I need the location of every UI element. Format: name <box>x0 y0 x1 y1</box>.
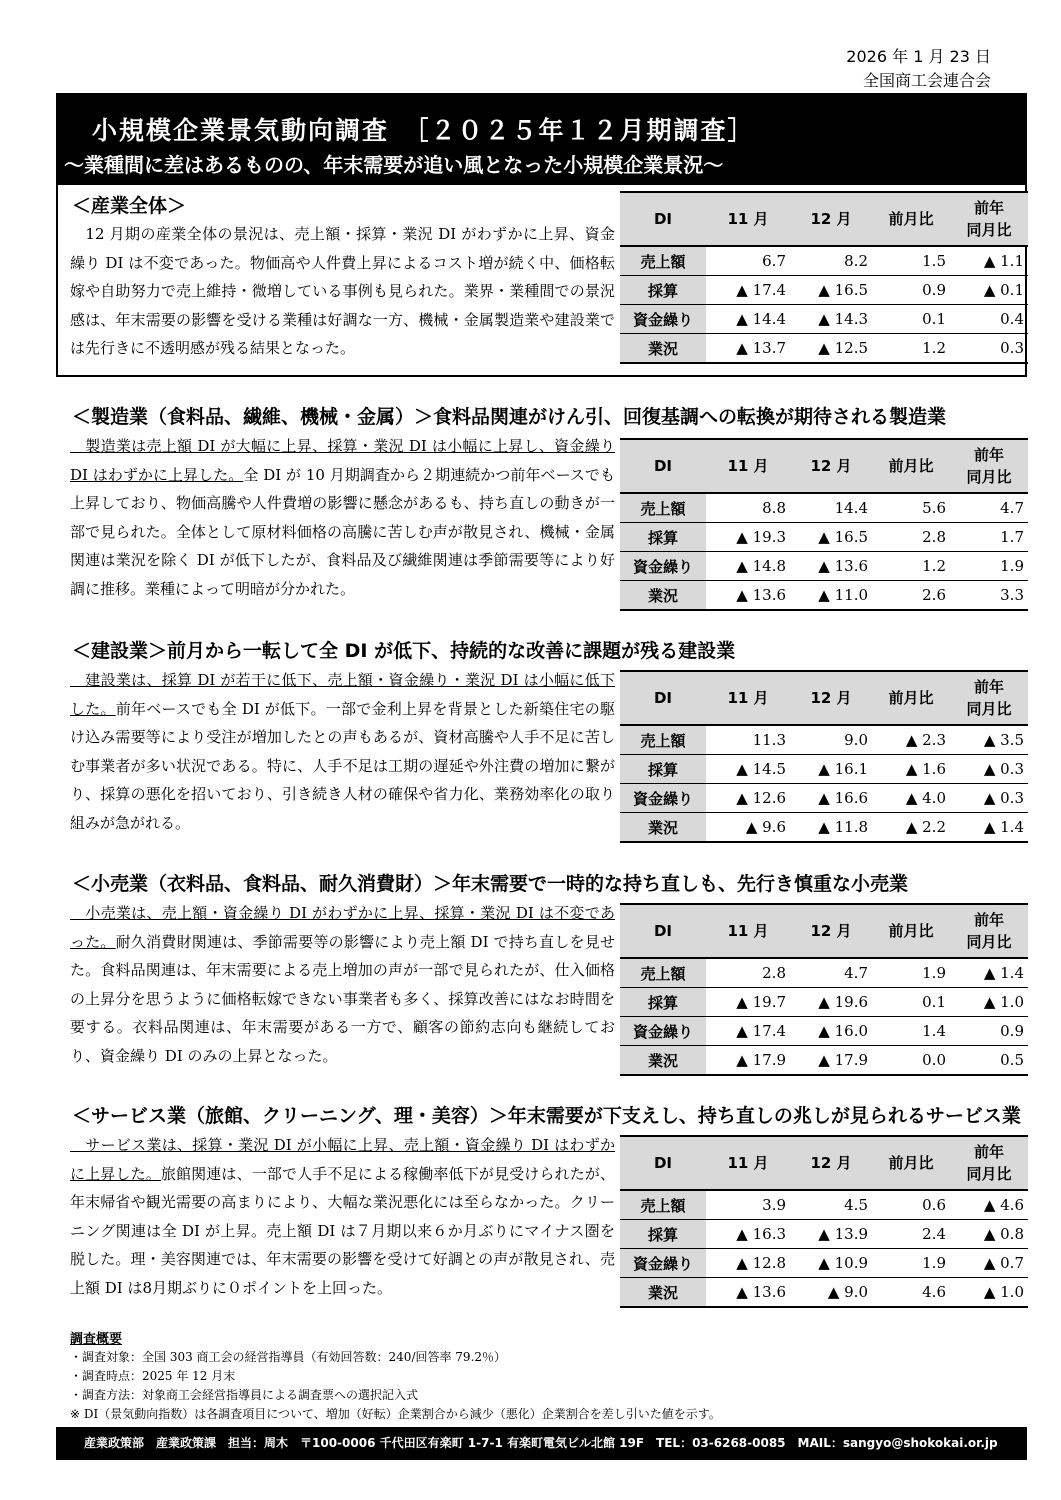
di-value-cell: ▲ 12.5 <box>790 334 872 364</box>
di-table-header: 11 月 <box>706 904 790 958</box>
di-row-label: 売上額 <box>620 1190 706 1220</box>
di-value-cell: ▲ 19.3 <box>706 523 790 552</box>
di-value-cell: ▲ 2.3 <box>872 725 950 755</box>
di-table-row <box>620 1017 1028 1046</box>
di-table <box>620 903 1028 1076</box>
di-row-label: 売上額 <box>620 725 706 755</box>
di-value-cell: ▲ 16.6 <box>790 784 872 813</box>
di-table-header: 12 月 <box>790 904 872 958</box>
di-value-cell: 6.7 <box>706 246 790 276</box>
di-table <box>620 191 1028 364</box>
di-value-cell: 1.2 <box>872 334 950 364</box>
di-row-label: 資金繰り <box>620 1249 706 1278</box>
di-table <box>620 1135 1028 1308</box>
di-value-cell: ▲ 0.7 <box>950 1249 1028 1278</box>
di-table-row <box>620 493 1028 523</box>
di-value-cell: 0.9 <box>872 276 950 305</box>
di-table-header: 前月比 <box>872 904 950 958</box>
di-row-label: 資金繰り <box>620 305 706 334</box>
di-value-cell: 1.5 <box>872 246 950 276</box>
di-table-header: 12 月 <box>790 192 872 246</box>
issue-date: 2026 年 1 月 23 日 <box>846 47 991 66</box>
di-value-cell: ▲ 9.0 <box>790 1278 872 1308</box>
di-row-label: 業況 <box>620 334 706 364</box>
di-table-header: 前年 同月比 <box>950 671 1028 725</box>
di-table-row <box>620 1190 1028 1220</box>
di-value-cell: 1.4 <box>872 1017 950 1046</box>
di-table-header: 前年 同月比 <box>950 1136 1028 1190</box>
di-table-header: 前月比 <box>872 439 950 493</box>
di-value-cell: 8.8 <box>706 493 790 523</box>
di-value-cell: 1.2 <box>872 552 950 581</box>
di-value-cell: 0.5 <box>950 1046 1028 1076</box>
di-table-row <box>620 1249 1028 1278</box>
di-value-cell: ▲ 16.0 <box>790 1017 872 1046</box>
report-title: 小規模企業景気動向調査 ［２０２５年１２月期調査］ <box>92 116 755 145</box>
section-body-rest: 全 DI が 10 月期調査から２期連続かつ前年ベースでも上昇しており、物価高騰や人件費増の影響に懸念があるも、持ち直しの動きが一部で見られた。全体として原材料価格の高騰に苦しむ声が散見され、機械・金属関連は業況を除く DI が低下したが、食料品及び繊維関連は季節需要等により好調に推移。業種によって明暗が分かれた。 <box>70 465 615 598</box>
section-lead-sentence: 製造業は売上額 DI が大幅に上昇、採算・業況 DI は小幅に上昇し、資金繰り DI はわずかに上昇した。 <box>70 437 615 484</box>
di-value-cell: ▲ 16.1 <box>790 755 872 784</box>
section-lead-sentence: 小売業は、売上額・資金繰り DI がわずかに上昇、採算・業況 DI は不変であった。 <box>70 904 615 951</box>
di-table-header: 11 月 <box>706 671 790 725</box>
di-row-label: 採算 <box>620 1220 706 1249</box>
di-table-header: DI <box>620 671 706 725</box>
di-value-cell: 1.9 <box>950 552 1028 581</box>
di-table-row <box>620 1278 1028 1308</box>
di-value-cell: 2.6 <box>872 581 950 611</box>
di-value-cell: ▲ 17.4 <box>706 276 790 305</box>
di-table-header: DI <box>620 439 706 493</box>
survey-outline-item: ※ DI（景気動向指数）は各調査項目について、増加（好転）企業割合から減少（悪化）企業割合を差し引いた値を示す。 <box>70 1407 721 1421</box>
di-value-cell: 2.4 <box>872 1220 950 1249</box>
di-value-cell: 2.8 <box>706 958 790 988</box>
di-row-label: 採算 <box>620 988 706 1017</box>
di-value-cell: ▲ 13.6 <box>790 552 872 581</box>
section-heading: ＜製造業（食料品、繊維、機械・金属）＞食料品関連がけん引、回復基調への転換が期待される製造業 <box>72 406 947 428</box>
di-value-cell: ▲ 2.2 <box>872 813 950 843</box>
di-table-row <box>620 725 1028 755</box>
di-table-header: 11 月 <box>706 192 790 246</box>
di-value-cell: ▲ 0.3 <box>950 755 1028 784</box>
section-lead-sentence: サービス業は、採算・業況 DI が小幅に上昇、売上額・資金繰り DI はわずかに上昇した。 <box>70 1136 615 1183</box>
di-row-label: 売上額 <box>620 246 706 276</box>
di-value-cell: ▲ 3.5 <box>950 725 1028 755</box>
di-value-cell: 5.6 <box>872 493 950 523</box>
di-table-header: 前年 同月比 <box>950 904 1028 958</box>
di-table-row <box>620 334 1028 364</box>
di-value-cell: 9.0 <box>790 725 872 755</box>
di-table-header: 11 月 <box>706 439 790 493</box>
title-band <box>56 93 1027 185</box>
section-body-text <box>70 432 615 603</box>
di-value-cell: 3.9 <box>706 1190 790 1220</box>
di-table-row <box>620 581 1028 611</box>
survey-outline-title: 調査概要 <box>70 1332 123 1347</box>
contact-info: 産業政策部 産業政策課 担当：周木 〒100-0006 千代田区有楽町 1-7-1 有楽町電気ビル北館 19F TEL：03-6268-0085 MAIL：sangyo@shokokai.or.jp <box>84 1436 998 1450</box>
di-value-cell: ▲ 14.4 <box>706 305 790 334</box>
section-heading: ＜サービス業（旅館、クリーニング、理・美容）＞年末需要が下支えし、持ち直しの兆しが見られるサービス業 <box>72 1105 1021 1127</box>
section-body-rest: 前年ベースでも全 DI が低下。一部で金利上昇を背景とした新築住宅の駆け込み需要等により受注が増加したとの声もあるが、資材高騰や人手不足に苦しむ事業者が多い状況である。特に、人手不足は工期の遅延や外注費の増加に繋がり、採算の悪化を招いており、引き続き人材の確保や省力化、業務効率化の取り組みが急がれる。 <box>70 699 615 832</box>
di-value-cell: ▲ 9.6 <box>706 813 790 843</box>
di-value-cell: 0.9 <box>950 1017 1028 1046</box>
di-value-cell: ▲ 11.0 <box>790 581 872 611</box>
section-body-text <box>70 1131 615 1302</box>
di-row-label: 業況 <box>620 813 706 843</box>
di-table-header: 前月比 <box>872 192 950 246</box>
survey-outline-item: ・調査対象：全国 303 商工会の経営指導員（有効回答数：240/回答率 79.2％） <box>70 1350 507 1364</box>
di-value-cell: ▲ 1.4 <box>950 813 1028 843</box>
organization-name: 全国商工会連合会 <box>862 71 991 90</box>
di-value-cell: ▲ 1.4 <box>950 958 1028 988</box>
di-table-header: 12 月 <box>790 439 872 493</box>
di-value-cell: 4.5 <box>790 1190 872 1220</box>
di-table <box>620 438 1028 611</box>
di-value-cell: 0.1 <box>872 305 950 334</box>
di-value-cell: ▲ 0.8 <box>950 1220 1028 1249</box>
di-table-row <box>620 784 1028 813</box>
section-heading: ＜産業全体＞ <box>72 195 187 217</box>
di-table-header: 11 月 <box>706 1136 790 1190</box>
di-row-label: 採算 <box>620 755 706 784</box>
di-value-cell: ▲ 12.8 <box>706 1249 790 1278</box>
di-value-cell: ▲ 16.3 <box>706 1220 790 1249</box>
di-table-row <box>620 1220 1028 1249</box>
di-value-cell: ▲ 17.4 <box>706 1017 790 1046</box>
di-value-cell: ▲ 10.9 <box>790 1249 872 1278</box>
di-table <box>620 670 1028 843</box>
di-value-cell: 0.1 <box>872 988 950 1017</box>
di-value-cell: 1.7 <box>950 523 1028 552</box>
di-value-cell: ▲ 19.7 <box>706 988 790 1017</box>
di-value-cell: ▲ 14.3 <box>790 305 872 334</box>
di-table-header: 前年 同月比 <box>950 192 1028 246</box>
di-value-cell: ▲ 17.9 <box>706 1046 790 1076</box>
di-value-cell: ▲ 11.8 <box>790 813 872 843</box>
di-row-label: 売上額 <box>620 958 706 988</box>
section-heading: ＜建設業＞前月から一転して全 DI が低下、持続的な改善に課題が残る建設業 <box>72 640 736 662</box>
survey-outline-item: ・調査方法：対象商工会経営指導員による調査票への選択記入式 <box>70 1388 419 1402</box>
section-body-rest: 12 月期の産業全体の景況は、売上額・採算・業況 DI がわずかに上昇、資金繰り DI は不変であった。物価高や人件費上昇によるコスト増が続く中、価格転嫁や自助努力で売上維持・微増している事例も見られた。業界・業種間での景況感は、年末需要の影響を受ける業種は好調な一方、機械・金属製造業や建設業では先行きに不透明感が残る結果となった。 <box>70 225 615 357</box>
di-value-cell: 14.4 <box>790 493 872 523</box>
di-table-row <box>620 813 1028 843</box>
di-value-cell: ▲ 19.6 <box>790 988 872 1017</box>
di-table-header: 前年 同月比 <box>950 439 1028 493</box>
di-row-label: 資金繰り <box>620 1017 706 1046</box>
di-row-label: 業況 <box>620 581 706 611</box>
di-value-cell: ▲ 14.5 <box>706 755 790 784</box>
survey-outline-item: ・調査時点：2025 年 12 月末 <box>70 1369 236 1383</box>
di-value-cell: 3.3 <box>950 581 1028 611</box>
di-value-cell: ▲ 13.7 <box>706 334 790 364</box>
di-value-cell: ▲ 1.1 <box>950 246 1028 276</box>
di-value-cell: ▲ 13.6 <box>706 1278 790 1308</box>
di-value-cell: ▲ 16.5 <box>790 523 872 552</box>
di-table-row <box>620 755 1028 784</box>
di-value-cell: ▲ 4.6 <box>950 1190 1028 1220</box>
di-value-cell: 8.2 <box>790 246 872 276</box>
di-table-row <box>620 523 1028 552</box>
di-row-label: 業況 <box>620 1278 706 1308</box>
di-value-cell: 0.0 <box>872 1046 950 1076</box>
di-value-cell: ▲ 17.9 <box>790 1046 872 1076</box>
di-value-cell: 4.7 <box>950 493 1028 523</box>
di-value-cell: 4.7 <box>790 958 872 988</box>
di-value-cell: 0.4 <box>950 305 1028 334</box>
di-table-header: 前月比 <box>872 1136 950 1190</box>
di-value-cell: 0.6 <box>872 1190 950 1220</box>
di-table-row <box>620 552 1028 581</box>
di-table-row <box>620 305 1028 334</box>
di-table-header: DI <box>620 192 706 246</box>
section-heading: ＜小売業（衣料品、食料品、耐久消費財）＞年末需要で一時的な持ち直しも、先行き慎重な小売業 <box>72 873 909 895</box>
di-value-cell: 4.6 <box>872 1278 950 1308</box>
di-table-header: 12 月 <box>790 671 872 725</box>
di-table-header: DI <box>620 1136 706 1190</box>
di-row-label: 採算 <box>620 276 706 305</box>
di-table-row <box>620 958 1028 988</box>
contact-footer <box>56 1427 1027 1460</box>
di-value-cell: ▲ 13.6 <box>706 581 790 611</box>
di-table-row <box>620 246 1028 276</box>
di-value-cell: ▲ 14.8 <box>706 552 790 581</box>
di-table-header: 前月比 <box>872 671 950 725</box>
di-value-cell: 1.9 <box>872 958 950 988</box>
section-body-text <box>70 220 615 363</box>
di-value-cell: ▲ 4.0 <box>872 784 950 813</box>
report-subtitle: ～業種間に差はあるものの、年末需要が追い風となった小規模企業景況～ <box>64 153 724 177</box>
di-table-row <box>620 276 1028 305</box>
di-table-row <box>620 1046 1028 1076</box>
di-value-cell: 11.3 <box>706 725 790 755</box>
di-value-cell: 0.3 <box>950 334 1028 364</box>
di-row-label: 資金繰り <box>620 784 706 813</box>
section-body-rest: 耐久消費財関連は、季節需要等の影響により売上額 DI で持ち直しを見せた。食料品関連は、年末需要による売上増加の声が一部で見られたが、仕入価格の上昇分を思うように価格転嫁できない事業者も多く、採算改善にはなお時間を要する。衣料品関連は、年末需要がある一方で、顧客の節約志向も継続しており、資金繰り DI のみの上昇となった。 <box>70 932 615 1065</box>
di-row-label: 業況 <box>620 1046 706 1076</box>
di-value-cell: ▲ 0.3 <box>950 784 1028 813</box>
di-value-cell: ▲ 13.9 <box>790 1220 872 1249</box>
di-row-label: 資金繰り <box>620 552 706 581</box>
di-value-cell: ▲ 0.1 <box>950 276 1028 305</box>
di-value-cell: ▲ 1.0 <box>950 988 1028 1017</box>
di-value-cell: 1.9 <box>872 1249 950 1278</box>
section-body-text <box>70 899 615 1070</box>
di-table-row <box>620 988 1028 1017</box>
di-value-cell: 2.8 <box>872 523 950 552</box>
di-value-cell: ▲ 12.6 <box>706 784 790 813</box>
di-table-header: 12 月 <box>790 1136 872 1190</box>
di-row-label: 採算 <box>620 523 706 552</box>
di-value-cell: ▲ 16.5 <box>790 276 872 305</box>
section-lead-sentence: 建設業は、採算 DI が若干に低下、売上額・資金繰り・業況 DI は小幅に低下した。 <box>70 671 615 718</box>
di-value-cell: ▲ 1.6 <box>872 755 950 784</box>
di-row-label: 売上額 <box>620 493 706 523</box>
di-value-cell: ▲ 1.0 <box>950 1278 1028 1308</box>
di-table-header: DI <box>620 904 706 958</box>
section-body-rest: 旅館関連は、一部で人手不足による稼働率低下が見受けられたが、年末帰省や観光需要の高まりにより、大幅な業況悪化には至らなかった。クリーニング関連は全 DI が上昇。売上額 DI は７月期以来６か月ぶりにマイナス圏を脱した。理・美容関連では、年末需要の影響を受けて好調との声が散見され、売上額 DI は8月期ぶりに０ポイントを上回った。 <box>70 1164 615 1297</box>
section-body-text <box>70 666 615 837</box>
